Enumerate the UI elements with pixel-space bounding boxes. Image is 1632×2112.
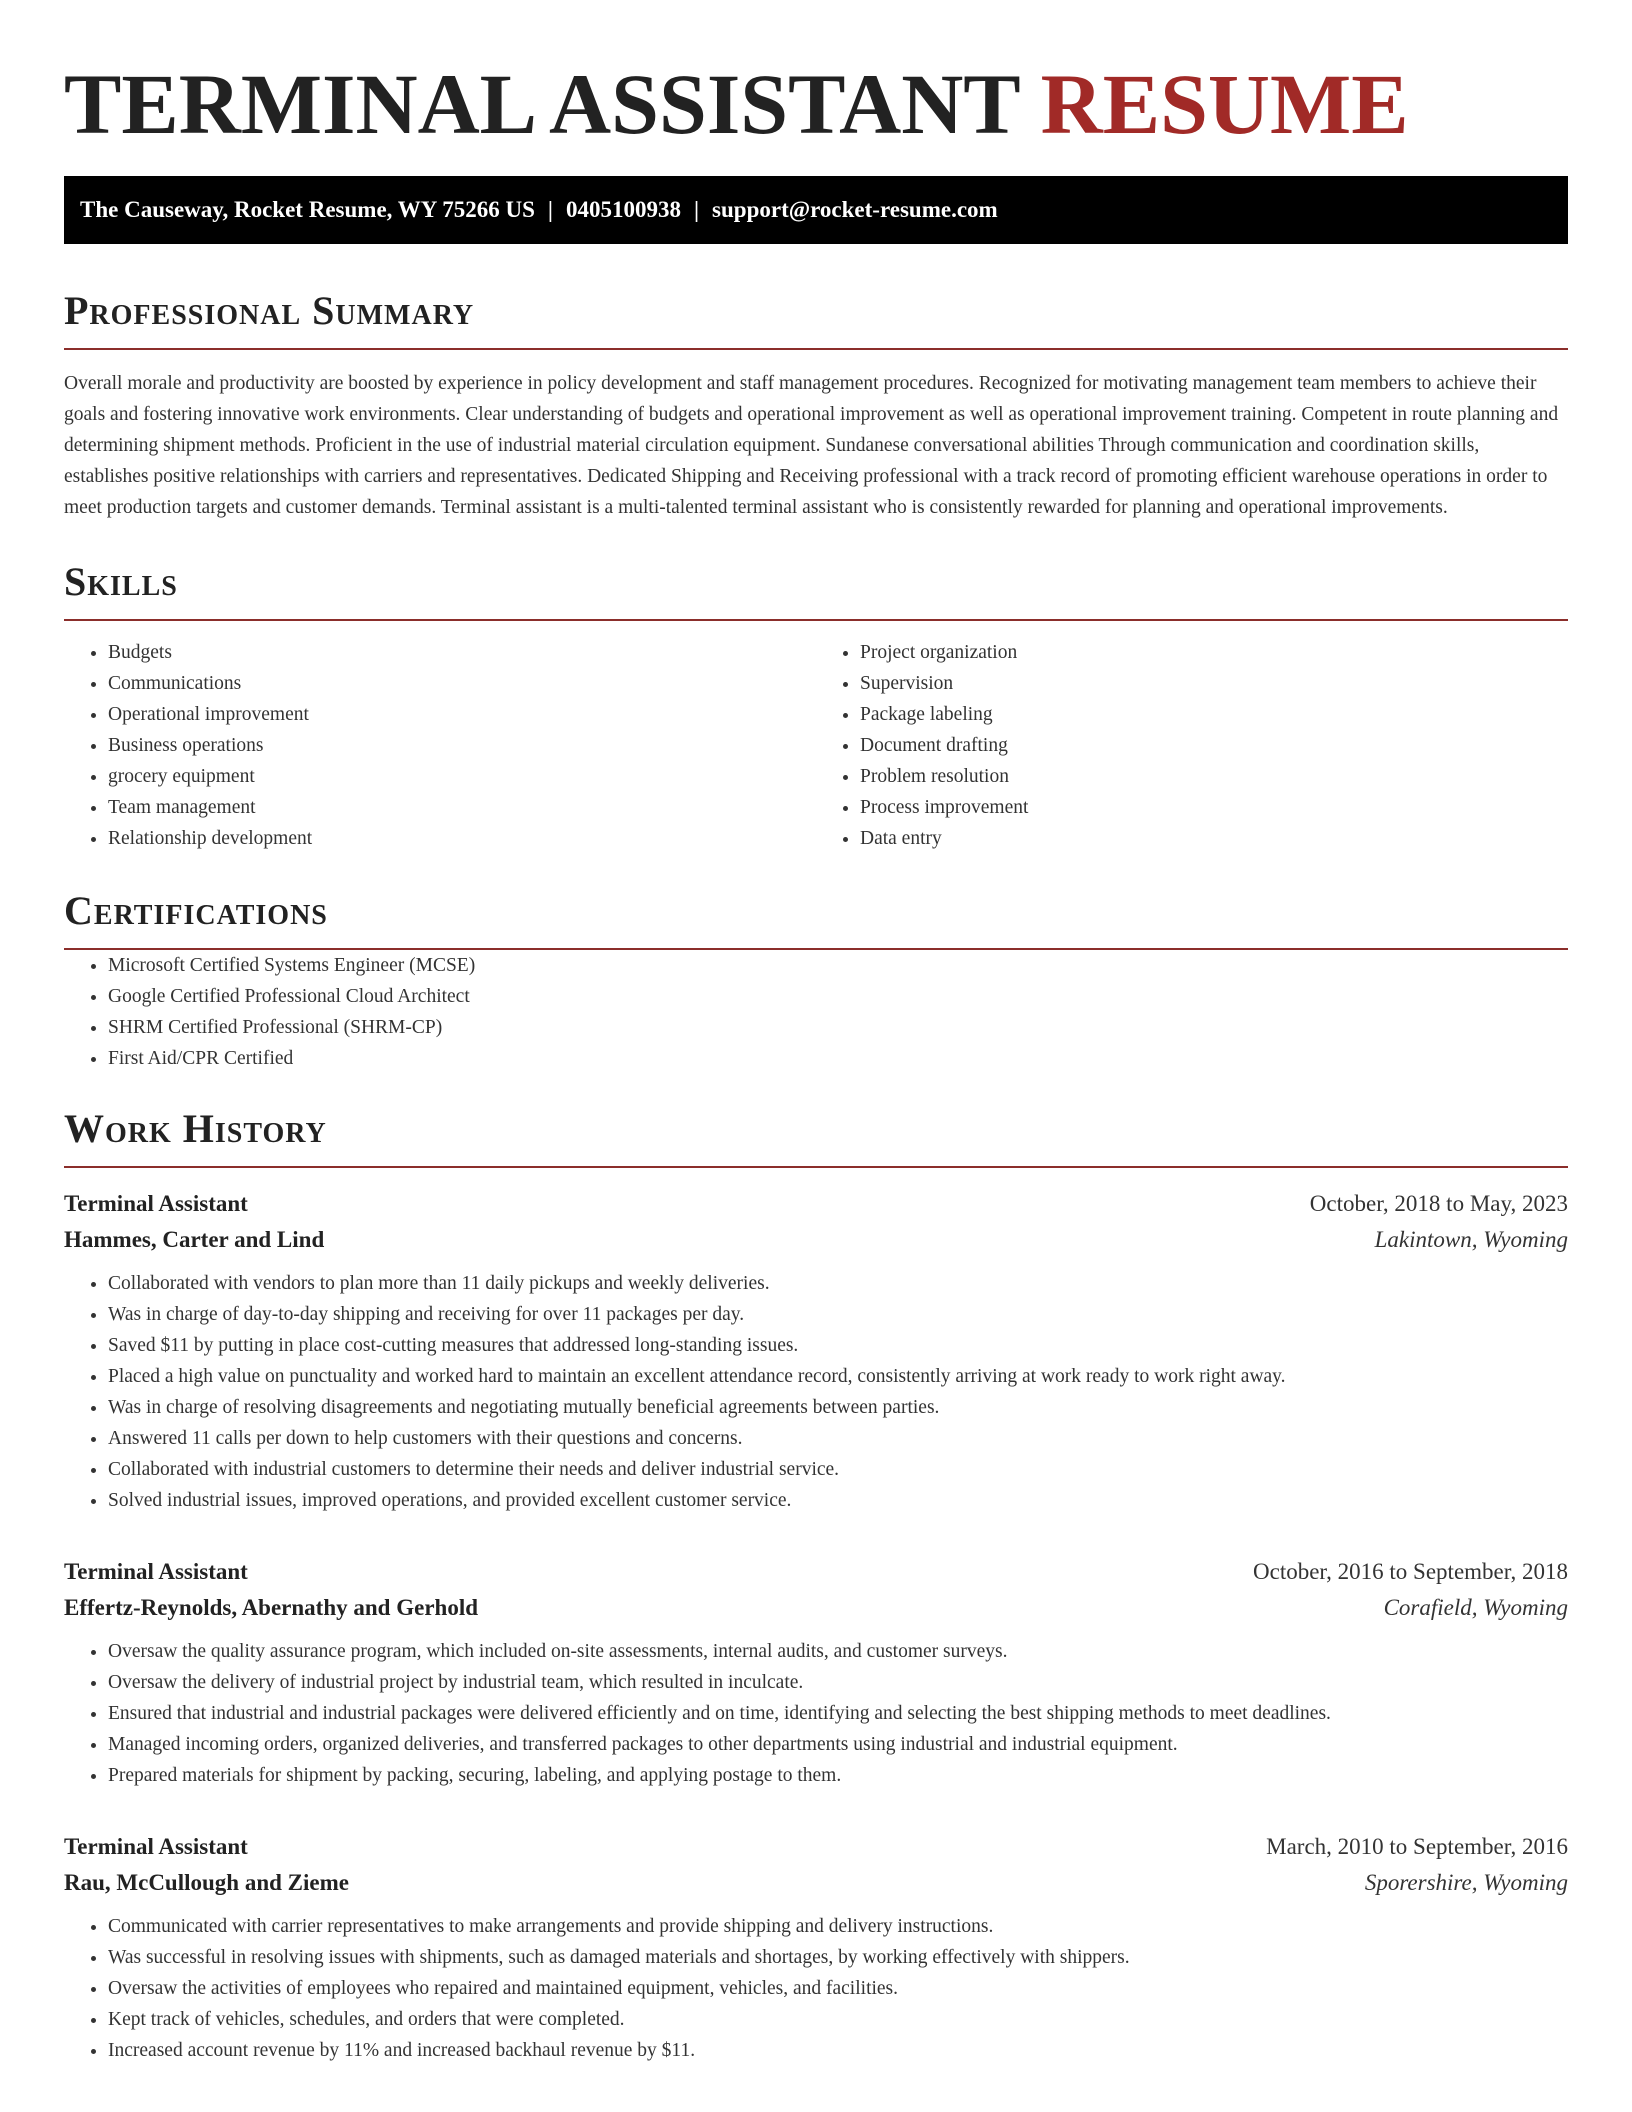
contact-address: The Causeway, Rocket Resume, WY 75266 US xyxy=(80,197,535,222)
skill-item: • Business operations xyxy=(108,730,816,761)
summary-text: Overall morale and productivity are boosted by experience in policy development and staff management procedures. Recognized for motivating management team members to achieve their goals and fostering innovative work environments. Clear understanding of budgets and operational improvement as well as operational improvement training. Competent in route planning and determining shipment methods. Proficient in the use of industrial material circulation equipment. Sundanese conversational abilities Through communication and coordination skills, establishes positive relationships with carriers and representatives. Dedicated Shipping and Receiving professional with a track record of promoting efficient warehouse operations in order to meet production targets and customer demands. Terminal assistant is a multi-talented terminal assistant who is consistently rewarded for planning and operational improvements. xyxy=(64,373,1559,518)
contact-bar xyxy=(64,176,1568,244)
job-duties-list xyxy=(64,1636,1568,1791)
certification-item: • Microsoft Certified Systems Engineer (MCSE) xyxy=(108,950,1568,981)
section-title-summary: Professional Summary xyxy=(64,288,1568,350)
job-dates: October, 2018 to May, 2023 xyxy=(1309,1191,1568,1216)
job-title: Terminal Assistant xyxy=(64,1834,248,1859)
job-company-row xyxy=(64,1222,1568,1258)
job-entry xyxy=(64,1554,1568,1791)
job-company-row xyxy=(64,1590,1568,1626)
skill-item: • Package labeling xyxy=(860,699,1568,730)
job-duty-item: • Oversaw the delivery of industrial project by industrial team, which resulted in inculcate. xyxy=(108,1667,1568,1698)
job-location: Corafield, Wyoming xyxy=(1383,1595,1568,1620)
job-duty-item: • Solved industrial issues, improved operations, and provided excellent customer service. xyxy=(108,1485,1568,1516)
job-title: Terminal Assistant xyxy=(64,1559,248,1584)
job-duties-list xyxy=(64,1911,1568,2066)
skill-item: • Supervision xyxy=(860,668,1568,699)
job-header-row xyxy=(64,1554,1568,1590)
title-accent: RESUME xyxy=(1040,56,1409,152)
contact-separator: | xyxy=(693,197,700,222)
resume-title xyxy=(64,0,1568,150)
job-duty-item: • Collaborated with industrial customers to determine their needs and deliver industrial service. xyxy=(108,1454,1568,1485)
skill-item: • Team management xyxy=(108,792,816,823)
certification-item: • Google Certified Professional Cloud Architect xyxy=(108,981,1568,1012)
skills-list-left xyxy=(64,637,816,854)
skill-item: • Operational improvement xyxy=(108,699,816,730)
job-company-row xyxy=(64,1865,1568,1901)
contact-phone[interactable]: 0405100938 xyxy=(565,197,681,222)
section-title-certifications: Certifications xyxy=(64,888,1568,950)
job-company: Hammes, Carter and Lind xyxy=(64,1227,325,1252)
work-history-list xyxy=(64,1186,1568,2066)
job-duty-item: • Ensured that industrial and industrial packages were delivered efficiently and on time, identifying and selecting the best shipping methods to meet deadlines. xyxy=(108,1698,1568,1729)
section-title-work-history: Work History xyxy=(64,1106,1568,1168)
certifications-list xyxy=(64,950,1568,1074)
skill-item: • Data entry xyxy=(860,823,1568,854)
job-company: Rau, McCullough and Zieme xyxy=(64,1870,349,1895)
title-main: TERMINAL ASSISTANT xyxy=(64,56,1020,152)
job-duty-item: • Collaborated with vendors to plan more than 11 daily pickups and weekly deliveries. xyxy=(108,1268,1568,1299)
job-location: Lakintown, Wyoming xyxy=(1374,1227,1568,1252)
job-duty-item: • Communicated with carrier representatives to make arrangements and provide shipping and delivery instructions. xyxy=(108,1911,1568,1942)
job-duty-item: • Prepared materials for shipment by packing, securing, labeling, and applying postage to them. xyxy=(108,1760,1568,1791)
skill-item: • Budgets xyxy=(108,637,816,668)
certification-item: • First Aid/CPR Certified xyxy=(108,1043,1568,1074)
job-duty-item: • Oversaw the activities of employees who repaired and maintained equipment, vehicles, and facilities. xyxy=(108,1973,1568,2004)
job-header-row xyxy=(64,1186,1568,1222)
skill-item: • Document drafting xyxy=(860,730,1568,761)
job-location: Sporershire, Wyoming xyxy=(1364,1870,1568,1895)
job-duty-item: • Saved $11 by putting in place cost-cutting measures that addressed long-standing issues. xyxy=(108,1330,1568,1361)
job-duty-item: • Increased account revenue by 11% and increased backhaul revenue by $11. xyxy=(108,2035,1568,2066)
job-duty-item: • Was in charge of resolving disagreements and negotiating mutually beneficial agreements between parties. xyxy=(108,1392,1568,1423)
job-dates: March, 2010 to September, 2016 xyxy=(1266,1834,1568,1859)
skills-list-right xyxy=(816,637,1568,854)
job-duty-item: • Managed incoming orders, organized deliveries, and transferred packages to other departments using industrial and industrial equipment. xyxy=(108,1729,1568,1760)
job-title: Terminal Assistant xyxy=(64,1191,248,1216)
job-company: Effertz-Reynolds, Abernathy and Gerhold xyxy=(64,1595,478,1620)
skill-item: • Process improvement xyxy=(860,792,1568,823)
job-entry xyxy=(64,1186,1568,1516)
job-duties-list xyxy=(64,1268,1568,1516)
skill-item: • Relationship development xyxy=(108,823,816,854)
skills-grid xyxy=(64,637,1568,854)
job-duty-item: • Placed a high value on punctuality and worked hard to maintain an excellent attendance record, consistently arriving at work ready to work right away. xyxy=(108,1361,1568,1392)
job-duty-item: • Kept track of vehicles, schedules, and orders that were completed. xyxy=(108,2004,1568,2035)
job-entry xyxy=(64,1829,1568,2066)
skill-item: • Communications xyxy=(108,668,816,699)
job-duty-item: • Oversaw the quality assurance program, which included on-site assessments, internal audits, and customer surveys. xyxy=(108,1636,1568,1667)
skill-item: • Project organization xyxy=(860,637,1568,668)
job-duty-item: • Was in charge of day-to-day shipping and receiving for over 11 packages per day. xyxy=(108,1299,1568,1330)
contact-email[interactable]: support@rocket-resume.com xyxy=(712,197,998,222)
skill-item: • Problem resolution xyxy=(860,761,1568,792)
job-duty-item: • Was successful in resolving issues with shipments, such as damaged materials and shortages, by working effectively with shippers. xyxy=(108,1942,1568,1973)
job-dates: October, 2016 to September, 2018 xyxy=(1253,1559,1568,1584)
certification-item: • SHRM Certified Professional (SHRM-CP) xyxy=(108,1012,1568,1043)
skill-item: • grocery equipment xyxy=(108,761,816,792)
job-duty-item: • Answered 11 calls per down to help customers with their questions and concerns. xyxy=(108,1423,1568,1454)
job-header-row xyxy=(64,1829,1568,1865)
section-title-skills: Skills xyxy=(64,559,1568,621)
contact-separator: | xyxy=(547,197,553,222)
